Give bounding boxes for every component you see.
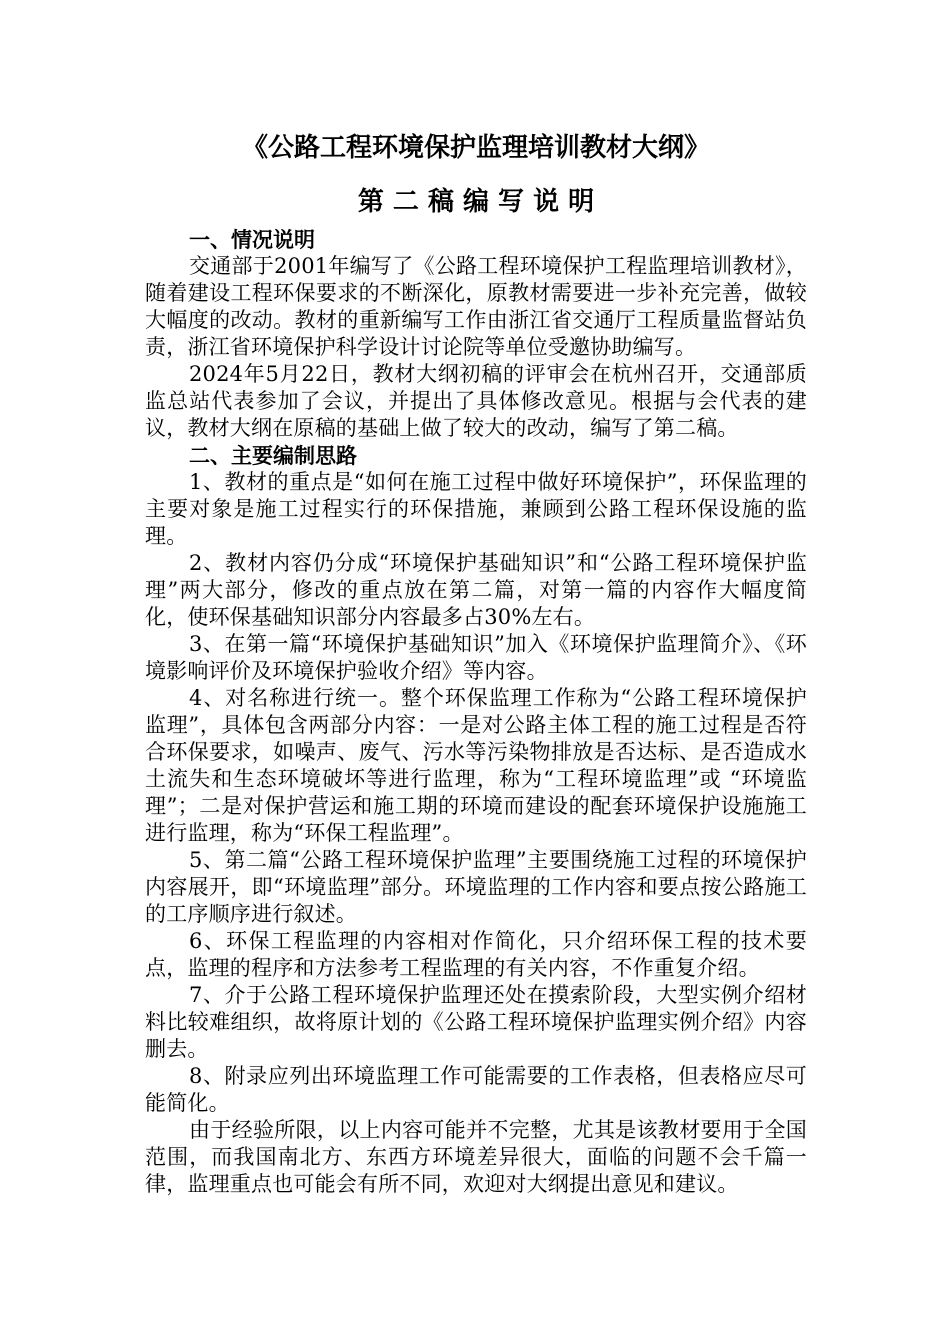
paragraph: 1、教材的重点是“如何在施工过程中做好环境保护”，环保监理的主要对象是施工过程实行的环保措施，兼顾到公路工程环保设施的监理。 bbox=[145, 470, 807, 548]
paragraph: 交通部于2001年编写了《公路工程环境保护工程监理培训教材》，随着建设工程环保要求的不断深化，原教材需要进一步补充完善，做较大幅度的改动。教材的重新编写工作由浙江省交通厅工程质量监督站负责，浙江省环境保护科学设计讨论院等单位受邀协助编写。 bbox=[145, 254, 807, 359]
paragraph: 6、环保工程监理的内容相对作简化，只介绍环保工程的技术要点，监理的程序和方法参考工程监理的有关内容，不作重复介绍。 bbox=[145, 929, 807, 980]
document-subtitle: 第 二 稿 编 写 说 明 bbox=[357, 187, 595, 217]
paragraph: 4、对名称进行统一。整个环保监理工作称为“公路工程环境保护监理”，具体包含两部分内容：一是对公路主体工程的施工过程是否符合环保要求，如噪声、废气、污水等污染物排放是否达标、是否造成水土流失和生态环境破坏等进行监理，称为“工程环境监理”或 “环境监理”；二是对保护营运和施工期的环境而建设的配套环境保护设施施工进行监理，称为“环保工程监理”。 bbox=[145, 686, 807, 845]
section-main-ideas bbox=[145, 442, 807, 1198]
paragraph: 3、在第一篇“环境保护基础知识”加入《环境保护监理简介》、《环境影响评价及环境保护验收介绍》等内容。 bbox=[145, 632, 807, 683]
paragraph: 2、教材内容仍分成“环境保护基础知识”和“公路工程环境保护监理”两大部分，修改的重点放在第二篇，对第一篇的内容作大幅度简化，使环保基础知识部分内容最多占30%左右。 bbox=[145, 551, 807, 629]
paragraph: 5、第二篇“公路工程环境保护监理”主要围绕施工过程的环境保护内容展开，即“环境监理”部分。环境监理的工作内容和要点按公路施工的工序顺序进行叙述。 bbox=[145, 848, 807, 926]
paragraph: 由于经验所限，以上内容可能并不完整，尤其是该教材要用于全国范围，而我国南北方、东西方环境差异很大，面临的问题不会千篇一律，监理重点也可能会有所不同，欢迎对大纲提出意见和建议。 bbox=[145, 1118, 807, 1196]
section-heading: 二、主要编制思路 bbox=[189, 443, 357, 468]
document-page bbox=[145, 128, 807, 1198]
paragraph: 8、附录应列出环境监理工作可能需要的工作表格，但表格应尽可能简化。 bbox=[145, 1064, 807, 1115]
section-situation bbox=[145, 226, 807, 442]
paragraph: 7、介于公路工程环境保护监理还处在摸索阶段，大型实例介绍材料比较难组织，故将原计划的《公路工程环境保护监理实例介绍》内容删去。 bbox=[145, 983, 807, 1061]
paragraph: 2024年5月22日，教材大纲初稿的评审会在杭州召开，交通部质监总站代表参加了会议，并提出了具体修改意见。根据与会代表的建议，教材大纲在原稿的基础上做了较大的改动，编写了第二稿。 bbox=[145, 362, 807, 440]
document-title: 《公路工程环境保护监理培训教材大纲》 bbox=[241, 133, 710, 163]
section-heading: 一、情况说明 bbox=[189, 227, 315, 252]
